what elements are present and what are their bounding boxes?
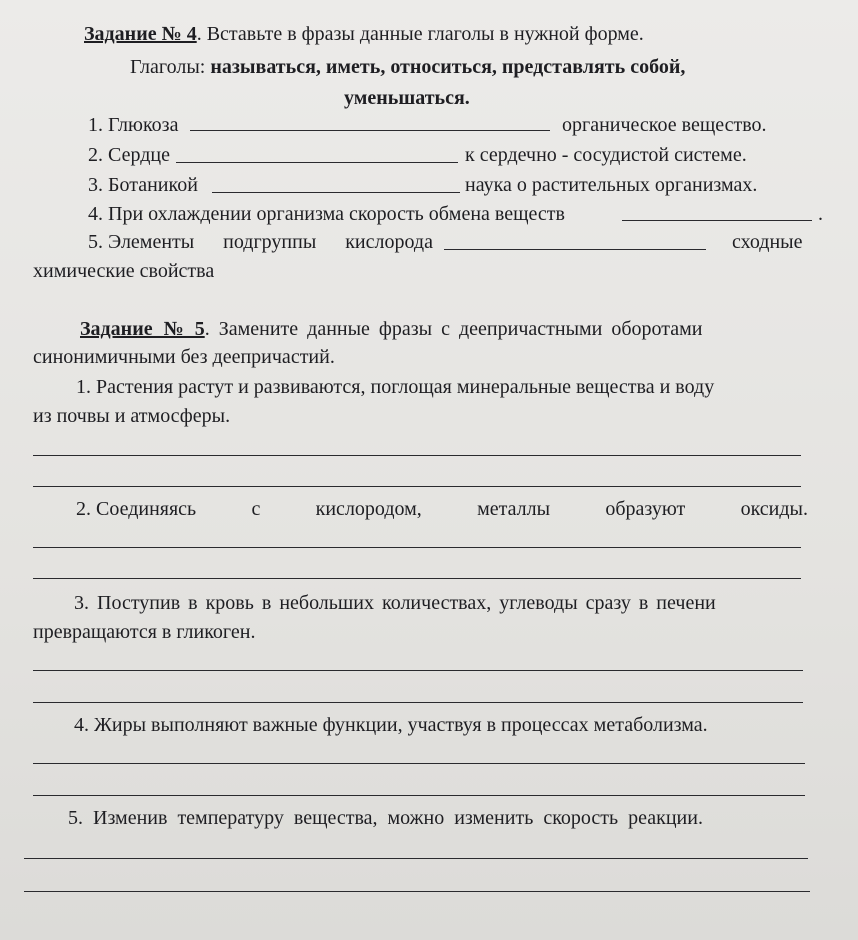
answer-line[interactable] xyxy=(33,763,805,764)
answer-line[interactable] xyxy=(33,578,801,579)
verbs-list: называться, иметь, относиться, представлять собой, xyxy=(210,56,686,78)
word: с xyxy=(251,498,261,520)
answer-blank[interactable] xyxy=(176,162,458,163)
answer-line[interactable] xyxy=(33,455,801,456)
task4-item3-after: наука о растительных организмах. xyxy=(465,174,758,196)
word: 2. Соединяясь xyxy=(76,498,197,520)
answer-line[interactable] xyxy=(24,891,810,892)
task5-instruction-line1: . Замените данные фразы с деепричастными оборотами xyxy=(204,318,703,340)
answer-line[interactable] xyxy=(33,795,805,796)
word: металлы xyxy=(477,498,551,520)
task4-item1-before: 1. Глюкоза xyxy=(88,114,179,136)
answer-line[interactable] xyxy=(33,486,801,487)
task5-item3-line2: превращаются в гликоген. xyxy=(33,621,256,643)
answer-blank[interactable] xyxy=(212,192,460,193)
answer-line[interactable] xyxy=(33,547,801,548)
answer-line[interactable] xyxy=(33,670,803,671)
task5-item3-line1: 3. Поступив в кровь в небольших количествах, углеводы сразу в печени xyxy=(74,592,716,614)
word: 5. Элементы xyxy=(88,231,195,253)
answer-blank[interactable] xyxy=(444,249,706,250)
word: подгруппы xyxy=(223,231,317,253)
task4-item4-before: 4. При охлаждении организма скорость обмена веществ xyxy=(88,203,565,225)
task5-item1-line2: из почвы и атмосферы. xyxy=(33,405,231,427)
word: оксиды. xyxy=(740,498,808,520)
verbs-prefix: Глаголы: xyxy=(130,56,211,78)
word: образуют xyxy=(605,498,686,520)
task5-heading xyxy=(80,317,808,341)
answer-line[interactable] xyxy=(33,702,803,703)
task5-item2-line xyxy=(76,497,808,521)
task4-label: Задание № 4 xyxy=(84,23,197,45)
answer-line[interactable] xyxy=(24,858,808,859)
task4-item2-before: 2. Сердце xyxy=(88,144,170,166)
task4-item5-after: сходные xyxy=(732,231,803,253)
task4-item5-continuation: химические свойства xyxy=(33,260,215,282)
answer-blank[interactable] xyxy=(190,130,550,131)
task4-instruction: . Вставьте в фразы данные глаголы в нужной форме. xyxy=(196,23,644,45)
task4-item4-after: . xyxy=(818,203,823,225)
task5-item4-line1: 4. Жиры выполняют важные функции, участвуя в процессах метаболизма. xyxy=(74,714,708,736)
task4-verbs-line1 xyxy=(130,55,685,79)
task5-label: Задание № 5 xyxy=(80,318,205,340)
task4-item2-after: к сердечно - сосудистой системе. xyxy=(465,144,747,166)
task5-item1-line1: 1. Растения растут и развиваются, поглощая минеральные вещества и воду xyxy=(76,376,715,398)
word: кислородом, xyxy=(315,498,422,520)
task4-item1-after: органическое вещество. xyxy=(562,114,767,136)
task4-item3-before: 3. Ботаникой xyxy=(88,174,198,196)
answer-blank[interactable] xyxy=(622,220,812,221)
task5-item5-line1: 5. Изменив температуру вещества, можно изменить скорость реакции. xyxy=(68,807,703,829)
task4-item5-before xyxy=(88,230,433,254)
task4-verbs-line2: уменьшаться. xyxy=(344,87,470,109)
task4-heading xyxy=(84,22,644,46)
word: кислорода xyxy=(345,231,433,253)
task5-instruction-line2: синонимичными без деепричастий. xyxy=(33,346,335,368)
